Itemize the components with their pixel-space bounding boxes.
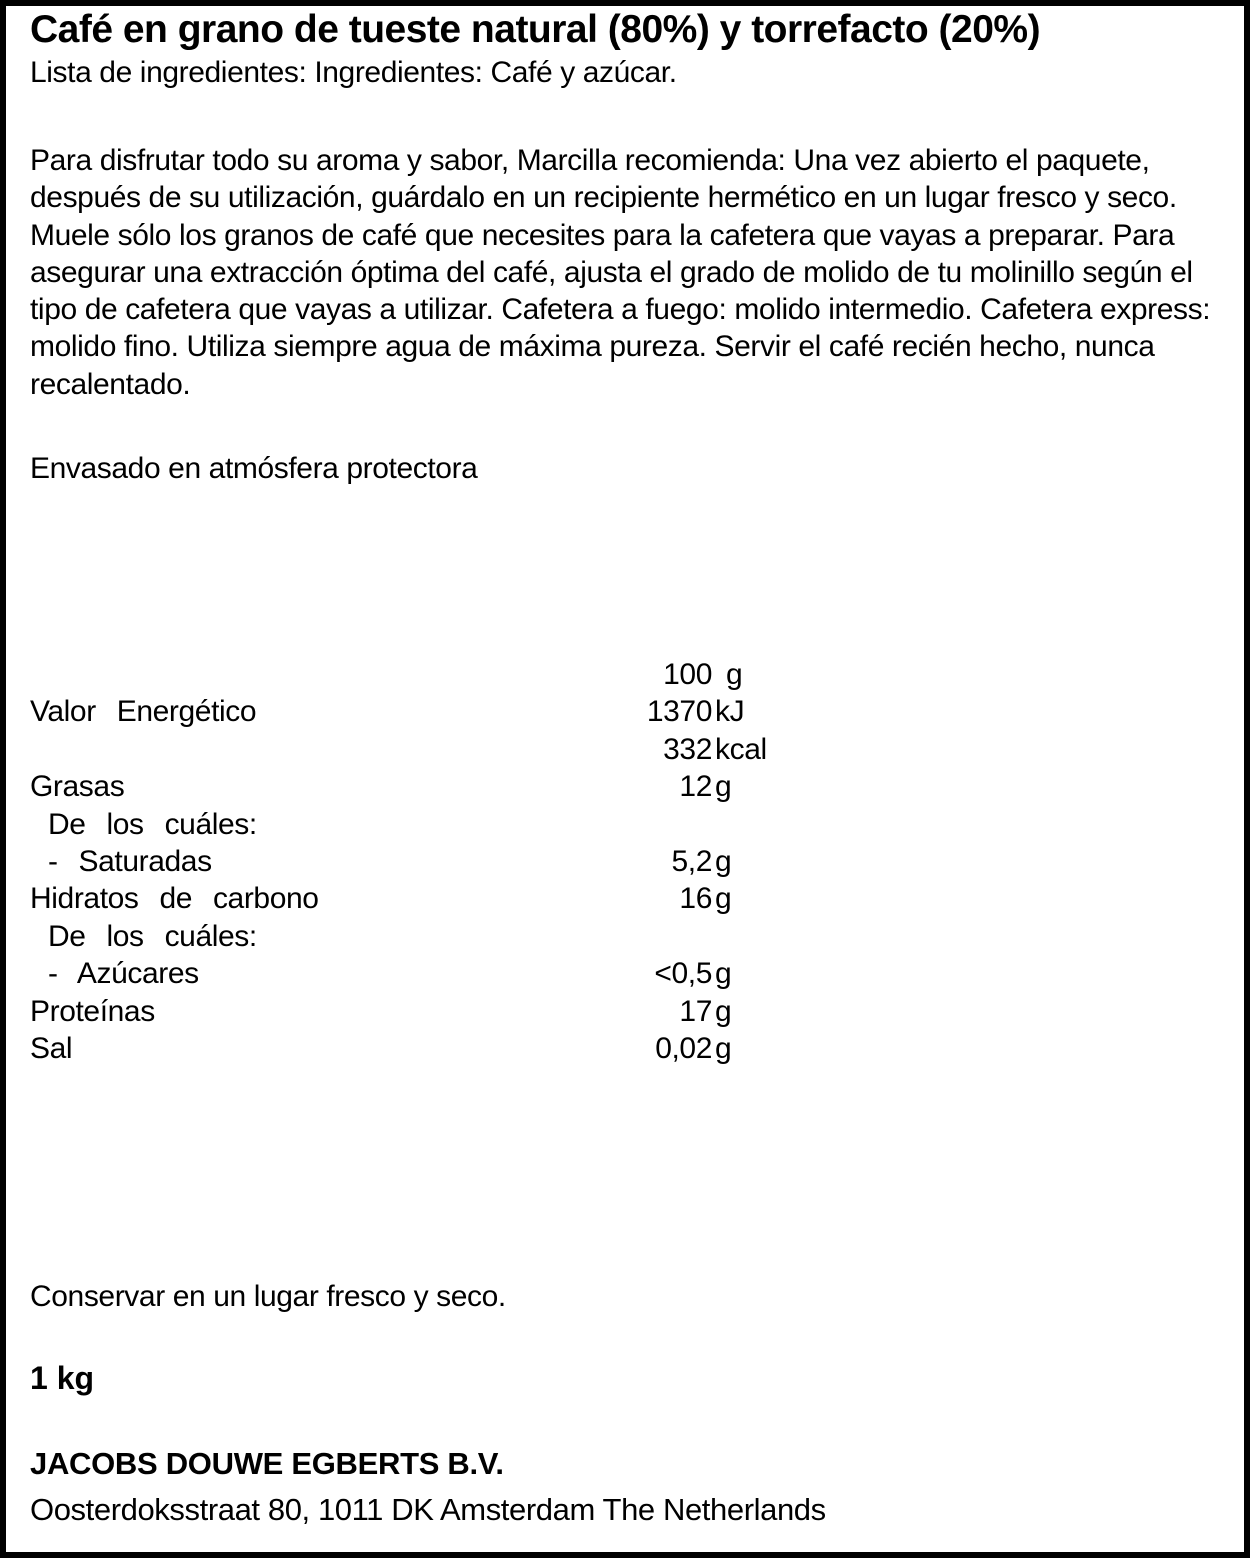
ingredients-line: Lista de ingredientes: Ingredientes: Café y azúcar. <box>30 56 677 89</box>
nutrient-unit: g <box>715 844 732 878</box>
nutrient-value: 0,02 <box>655 1031 712 1065</box>
nutrition-row <box>30 695 1190 732</box>
nutrient-unit: g <box>715 770 732 804</box>
nutrient-unit: kcal <box>715 732 767 766</box>
nutrient-value: 332 <box>663 732 712 766</box>
nutrient-value: 16 <box>679 882 712 916</box>
nutrient-label: Proteínas <box>30 994 155 1028</box>
nutrition-row <box>30 995 1190 1032</box>
nutrient-label: Hidratos de carbono <box>30 882 319 916</box>
nutrient-label: Valor Energético <box>30 695 257 729</box>
nutrition-table <box>30 658 1190 1069</box>
nutrition-row <box>30 808 1190 845</box>
nutrient-unit: g <box>715 994 732 1028</box>
nutrient-value: 1370 <box>646 695 712 729</box>
nutrient-value: 17 <box>679 994 712 1028</box>
nutrient-unit: kJ <box>715 695 745 729</box>
nutrition-row <box>30 882 1190 919</box>
nutrient-value: 100 <box>663 658 712 691</box>
nutrient-label: - Azúcares <box>48 957 199 991</box>
nutrition-row <box>30 920 1190 957</box>
product-title: Café en grano de tueste natural (80%) y torrefacto (20%) <box>30 8 1041 51</box>
net-weight: 1 kg <box>30 1360 95 1396</box>
nutrient-label: De los cuáles: <box>48 807 257 841</box>
company-address: Oosterdoksstraat 80, 1011 DK Amsterdam The Netherlands <box>30 1492 826 1527</box>
nutrition-row <box>30 733 1190 770</box>
nutrient-label: De los cuáles: <box>48 919 257 953</box>
usage-instructions: Para disfrutar todo su aroma y sabor, Marcilla recomienda: Una vez abierto el paquete, después de su utilización, guárdalo en un recipiente hermético en un lugar fresco y seco. Muele sólo los granos de café que necesites para la cafetera que vayas a preparar. Para asegurar una extracción óptima del café, ajusta el grado de molido de tu molinillo según el tipo de cafetera que vayas a utilizar. Cafetera a fuego: molido intermedio. Cafetera express: molido fino. Utiliza siempre agua de máxima pureza. Servir el café recién hecho, nunca recalentado. <box>30 144 1211 401</box>
nutrient-value: 12 <box>679 770 712 804</box>
nutrient-label: Sal <box>30 1031 73 1065</box>
nutrition-row <box>30 1032 1190 1069</box>
nutrient-unit: g <box>715 882 732 916</box>
nutrient-value: 5,2 <box>671 844 712 878</box>
nutrient-unit: g <box>715 957 732 991</box>
nutrient-unit: g <box>726 658 743 691</box>
nutrient-label: Grasas <box>30 770 125 804</box>
nutrition-row <box>30 845 1190 882</box>
nutrition-row <box>30 770 1190 807</box>
packaging-note: Envasado en atmósfera protectora <box>30 452 478 485</box>
storage-note: Conservar en un lugar fresco y seco. <box>30 1280 506 1313</box>
nutrient-value: <0,5 <box>654 957 712 991</box>
nutrient-label: - Saturadas <box>48 844 212 878</box>
company-name: JACOBS DOUWE EGBERTS B.V. <box>30 1446 504 1481</box>
nutrition-row <box>30 957 1190 994</box>
nutrient-unit: g <box>715 1031 732 1065</box>
nutrition-column-header <box>30 658 1190 695</box>
